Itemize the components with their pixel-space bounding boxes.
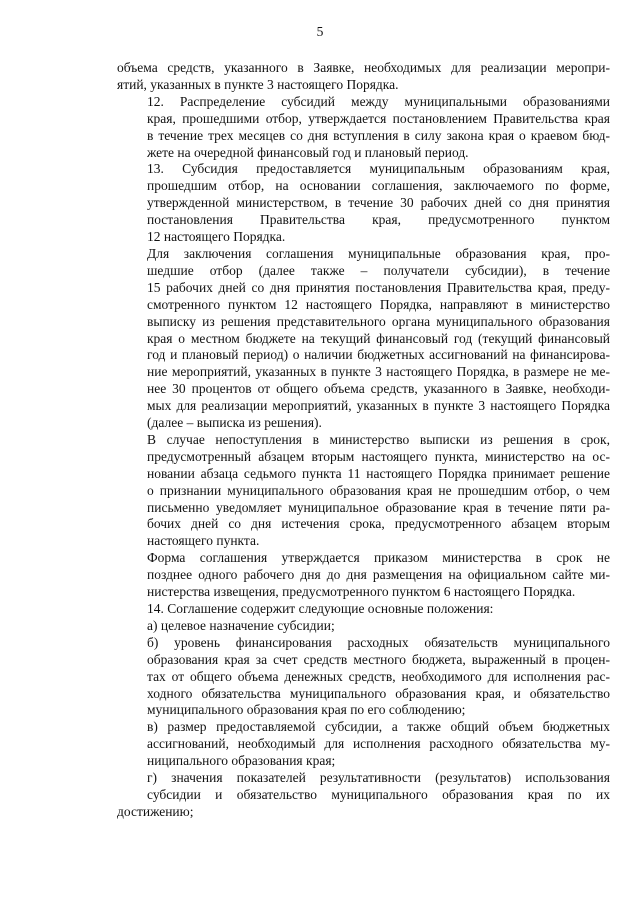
text-line: ниципального образования края; [147,753,336,769]
text-line: 15 рабочих дней со дня принятия постановления Правительства края, преду- [147,279,610,295]
text-line: 12 настоящего Порядка. [147,229,286,245]
paragraph [117,719,610,770]
text-line: нее 30 процентов от общего объема средств, указанного в Заявке, необходи- [147,381,610,397]
paragraph [117,550,610,601]
paragraph [117,601,610,618]
text-line: ассигнований, необходимый для исполнения расходного обязательства му- [147,736,610,752]
paragraph [117,618,610,635]
text-line: предусмотренный абзацем вторым настоящего пункта, министерство на ос- [147,448,610,464]
text-line: (далее – выписка из решения). [147,415,322,431]
text-line: 12. Распределение субсидий между муниципальными образованиями [147,93,610,109]
paragraph [117,60,610,94]
text-line: тах от общего объема денежных средств, необходимого для исполнения рас- [147,668,610,684]
text-line: выписку из решения представительного органа муниципального образования [147,313,610,329]
text-line: края о местном бюджете на текущий финансовый год (текущий финансовый [147,330,610,346]
text-line: письменно уведомляет муниципальное образование края в течение пяти ра- [147,499,610,515]
paragraph [117,635,610,720]
text-line: 13. Субсидия предоставляется муниципальным образованиям края, [147,161,610,177]
text-line: настоящего пункта. [147,533,260,549]
text-line: жете на очередной финансовый год и плановый период. [147,144,469,160]
document-body [117,60,610,821]
text-line: позднее одного рабочего дня до дня размещения на официальном сайте ми- [147,567,610,583]
text-line: края, прошедшими отбор, утверждается постановлением Правительства края [147,110,610,126]
text-line: г) значения показателей результативности (результатов) использования [147,770,610,786]
text-line: о признании муниципального образования края не прошедшим отбор, о чем [147,482,610,498]
paragraph [117,246,610,432]
text-line: В случае непоступления в министерство выписки из решения в срок, [147,431,610,447]
text-line: в течение трех месяцев со дня вступления в силу закона края о краевом бюд- [147,127,610,143]
text-line: нистерства извещения, предусмотренного пунктом 6 настоящего Порядка. [147,584,576,600]
text-line: 14. Соглашение содержит следующие основные положения: [147,601,494,616]
text-line: Для заключения соглашения муниципальные образования края, про- [147,245,610,261]
text-line: постановления Правительства края, предусмотренного пунктом [147,212,610,228]
page-number: 5 [316,24,324,39]
text-line: шедшие отбор (далее также – получатели субсидии), в течение [147,262,610,278]
text-line: объема средств, указанного в Заявке, необходимых для реализации меропри- [117,60,610,75]
text-line: в) размер предоставляемой субсидии, а также общий объем бюджетных [147,719,610,735]
text-line: бочих дней со дня истечения срока, предусмотренного абзацем вторым [147,516,610,532]
text-line: субсидии и обязательство муниципального образования края по их достижению; [117,786,610,819]
paragraph [117,161,610,246]
text-line: образования края за счет средств местного бюджета, выраженный в процен- [147,651,610,667]
paragraph [117,432,610,550]
text-line: год и плановый период) о наличии бюджетных ассигнований на финансирова- [147,347,610,363]
text-line: а) целевое назначение субсидии; [147,617,335,633]
text-line: ходного обязательства муниципального образования края, и обязательство [147,685,610,701]
text-line: Форма соглашения утверждается приказом министерства в срок не [147,550,610,566]
text-line: смотренного пунктом 12 настоящего Порядка, направляют в министерство [147,296,610,312]
text-line: ние мероприятий, указанных в пункте 3 настоящего Порядка, в размере не ме- [147,364,610,380]
paragraph [117,94,610,162]
text-line: ятий, указанных в пункте 3 настоящего Порядка. [117,76,399,92]
text-line: утвержденной министерством, в течение 30 рабочих дней со дня принятия [147,195,610,211]
text-line: б) уровень финансирования расходных обязательств муниципального [147,634,610,650]
paragraph [117,770,610,821]
text-line: прошедшим отбор, на основании соглашения, заключаемого по форме, [147,178,610,194]
text-line: мых для реализации мероприятий, указанных в пункте 3 настоящего Порядка [147,398,610,414]
text-line: новании абзаца седьмого пункта 11 настоящего Порядка принимает решение [147,465,610,481]
text-line: муниципального образования края по его соблюдению; [147,702,466,718]
